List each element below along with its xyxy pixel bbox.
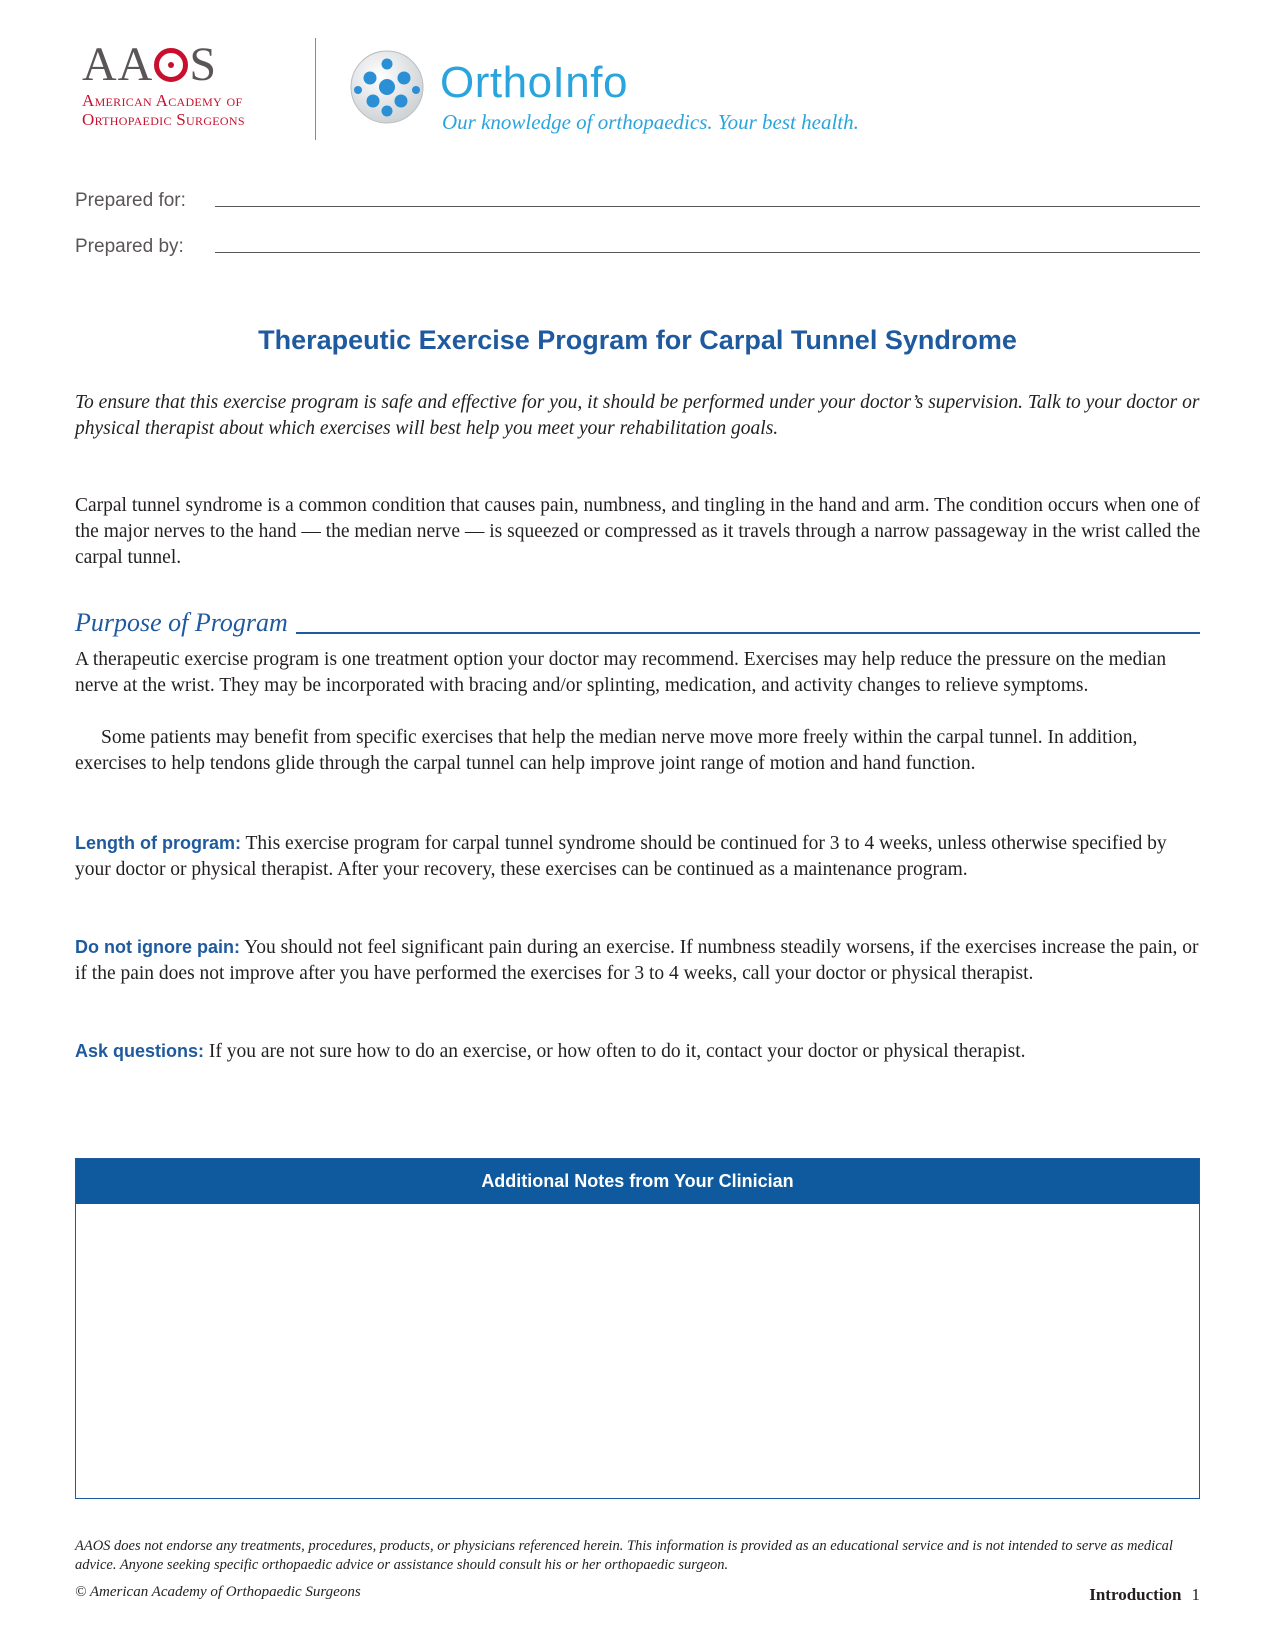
purpose-heading [75,604,1200,638]
prepared-for-row [75,182,1200,212]
questions-label: Ask questions: [75,1041,205,1061]
clinician-notes-header: Additional Notes from Your Clinician [76,1159,1199,1204]
orthoinfo-title: OrthoInfo [440,58,628,107]
aaos-full-name-line1: American Academy of [82,91,243,110]
disclaimer: AAOS does not endorse any treatments, procedures, products, or physicians referenced herein. This information is provided as an educational service and is not intended to serve as medical advice. Anyone seeking specific orthopaedic advice or assistance should consult his or her orthopaedic surgeon. [75,1538,1173,1573]
purpose-heading-text: Purpose of Program [75,608,288,637]
prepared-by-label: Prepared by: [75,236,184,257]
purpose-heading-rule [296,632,1200,634]
aaos-wordmark: AA S [82,38,218,91]
pain-text: You should not feel significant pain during an exercise. If numbness steadily worsens, if the exercises increase the pain, or if the pain does not improve after you have performed the exercises for 3 to 4 weeks, call your doctor or physical therapist. [75,937,1199,984]
purpose-paragraph-1: A therapeutic exercise program is one treatment option your doctor may recommend. Exercises may help reduce the pressure on the median nerve at the wrist. They may be incorporated with bracing and/or splinting, medication, and activity changes to relieve symptoms. [75,649,1167,696]
copyright: © American Academy of Orthopaedic Surgeons [75,1584,361,1600]
clinician-notes-box [75,1158,1200,1499]
clinician-notes-area[interactable] [76,1204,1199,1498]
length-text: This exercise program for carpal tunnel syndrome should be continued for 3 to 4 weeks, unless otherwise specified by your doctor or physical therapist. After your recovery, these exercises can be continued as a maintenance program. [75,833,1167,880]
aaos-ring-icon [154,48,188,82]
page-footer [1089,1585,1200,1605]
aaos-full-name-line2: Orthopaedic Surgeons [82,110,245,129]
questions-text: If you are not sure how to do an exercise, or how often to do it, contact your doctor or physical therapist. [204,1041,1026,1062]
orthoinfo-tagline: Our knowledge of orthopaedics. Your best health. [442,110,859,134]
length-of-program [75,830,1205,883]
prepared-by-field[interactable] [215,251,1200,253]
prepared-for-label: Prepared for: [75,190,186,211]
purpose-paragraph-2: Some patients may benefit from specific exercises that help the median nerve move more freely within the carpal tunnel. In addition, exercises to help tendons glide through the carpal tunnel can help improve joint range of motion and hand function. [75,727,1138,774]
orthoinfo-sphere-icon [348,48,426,126]
prepared-for-field[interactable] [215,205,1200,207]
intro-description: Carpal tunnel syndrome is a common condition that causes pain, numbness, and tingling in the hand and arm. The condition occurs when one of the major nerves to the hand — the median nerve — is squeezed or compressed as it travels through a narrow passageway in the wrist called the carpal tunnel. [75,495,1201,568]
do-not-ignore-pain [75,934,1205,987]
aaos-logo [82,40,282,128]
length-label: Length of program: [75,833,241,853]
footer-section-name: Introduction [1089,1585,1182,1604]
intro-italic-note: To ensure that this exercise program is safe and effective for you, it should be performed under your doctor’s supervision. Talk to your doctor or physical therapist about which exercises will best help you meet your rehabilitation goals. [75,392,1200,439]
page-number: 1 [1191,1585,1200,1604]
pain-label: Do not ignore pain: [75,937,240,957]
page-title: Therapeutic Exercise Program for Carpal Tunnel Syndrome [258,325,1017,355]
header-divider [315,38,316,140]
prepared-by-row [75,228,1200,258]
ask-questions [75,1038,1205,1065]
